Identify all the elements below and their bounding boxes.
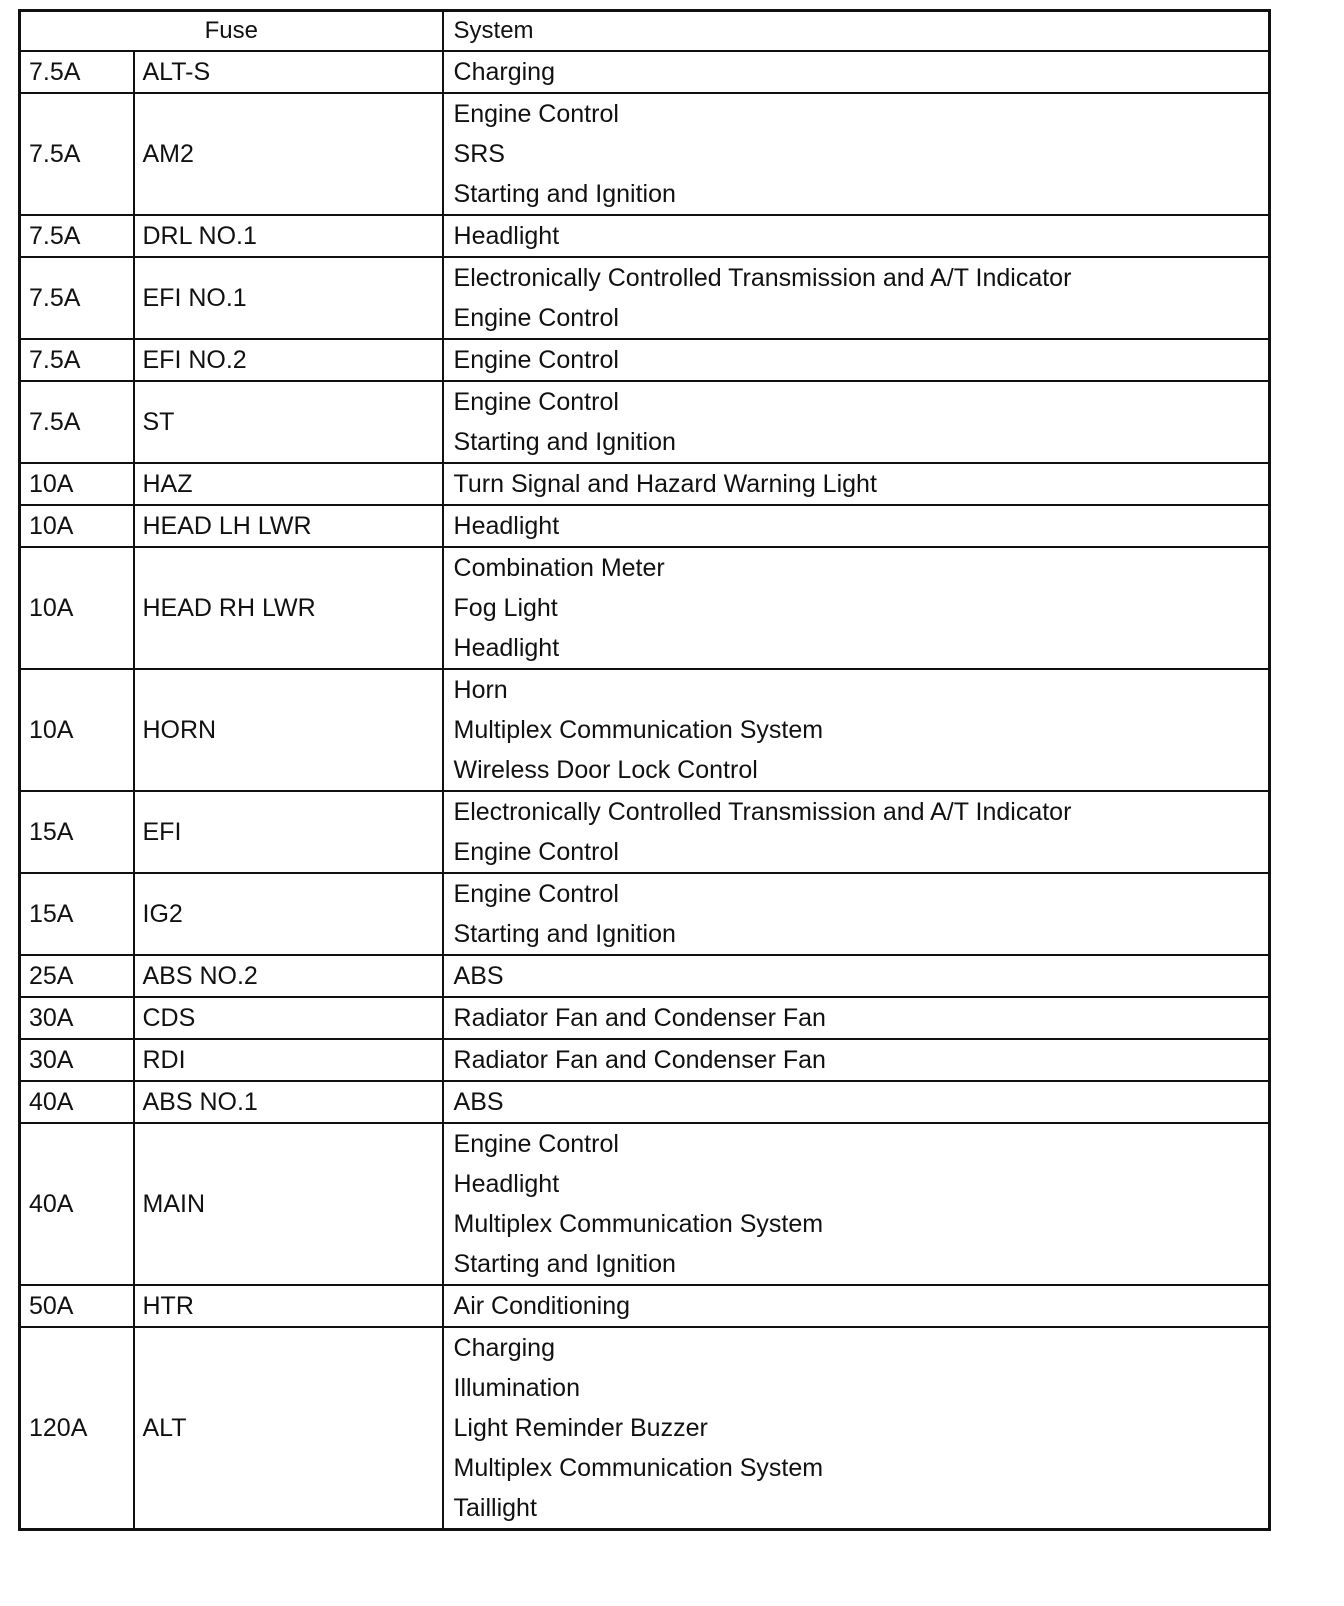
system-cell: [443, 1039, 1270, 1081]
system-cell: [443, 51, 1270, 93]
table-row: [20, 997, 1270, 1039]
table-row: [20, 1039, 1270, 1081]
fuse-rating-cell: 15A: [20, 873, 134, 955]
fuse-rating-cell: 15A: [20, 791, 134, 873]
system-column-header: System: [443, 11, 1270, 52]
fuse-rating-cell: 10A: [20, 669, 134, 791]
fuse-name-cell: HORN: [134, 669, 443, 791]
fuse-rating-cell: 40A: [20, 1123, 134, 1285]
table-row: [20, 1123, 1270, 1285]
system-entry: Headlight: [453, 634, 560, 662]
system-cell: [443, 997, 1270, 1039]
system-cell: [443, 505, 1270, 547]
fuse-name-cell: EFI: [134, 791, 443, 873]
system-entry: Starting and Ignition: [453, 1250, 676, 1278]
system-entry: Multiplex Communication System: [453, 1210, 824, 1238]
fuse-name-cell: HEAD LH LWR: [134, 505, 443, 547]
system-entry: Engine Control: [453, 304, 619, 332]
system-entry: SRS: [453, 140, 505, 168]
system-cell: [443, 873, 1270, 955]
fuse-rating-cell: 7.5A: [20, 339, 134, 381]
fuse-name-cell: MAIN: [134, 1123, 443, 1285]
table-row: [20, 955, 1270, 997]
fuse-system-table: [18, 9, 1271, 1531]
system-cell: [443, 791, 1270, 873]
system-entry: Electronically Controlled Transmission and A/T Indicator: [453, 798, 1072, 826]
fuse-rating-cell: 7.5A: [20, 215, 134, 257]
fuse-rating-cell: 7.5A: [20, 93, 134, 215]
system-cell: [443, 1327, 1270, 1530]
system-cell: [443, 381, 1270, 463]
system-cell: [443, 339, 1270, 381]
fuse-rating-cell: 10A: [20, 547, 134, 669]
table-row: [20, 1327, 1270, 1530]
system-entry: Engine Control: [453, 838, 619, 866]
table-row: [20, 1285, 1270, 1327]
fuse-name-cell: RDI: [134, 1039, 443, 1081]
fuse-column-header: Fuse: [20, 11, 443, 52]
fuse-name-cell: HTR: [134, 1285, 443, 1327]
system-entry: Charging: [453, 1334, 555, 1362]
system-entry: Headlight: [453, 512, 560, 540]
table-row: [20, 51, 1270, 93]
table-row: [20, 257, 1270, 339]
system-entry: Radiator Fan and Condenser Fan: [453, 1004, 826, 1032]
fuse-rating-cell: 30A: [20, 1039, 134, 1081]
fuse-name-cell: AM2: [134, 93, 443, 215]
fuse-rating-cell: 10A: [20, 463, 134, 505]
system-cell: [443, 463, 1270, 505]
system-entry: Engine Control: [453, 1130, 619, 1158]
system-entry: Illumination: [453, 1374, 580, 1402]
fuse-rows: [20, 51, 1270, 1530]
system-cell: [443, 1123, 1270, 1285]
system-entry: Electronically Controlled Transmission and A/T Indicator: [453, 264, 1072, 292]
system-entry: Engine Control: [453, 100, 619, 128]
table-row: [20, 463, 1270, 505]
system-entry: Engine Control: [453, 880, 619, 908]
system-entry: Starting and Ignition: [453, 180, 676, 208]
system-entry: Turn Signal and Hazard Warning Light: [453, 470, 877, 498]
fuse-name-cell: CDS: [134, 997, 443, 1039]
fuse-name-cell: DRL NO.1: [134, 215, 443, 257]
fuse-rating-cell: 7.5A: [20, 257, 134, 339]
fuse-rating-cell: 50A: [20, 1285, 134, 1327]
system-cell: [443, 1081, 1270, 1123]
system-cell: [443, 1285, 1270, 1327]
system-entry: Headlight: [453, 222, 560, 250]
system-cell: [443, 215, 1270, 257]
system-cell: [443, 955, 1270, 997]
fuse-rating-cell: 30A: [20, 997, 134, 1039]
table-row: [20, 791, 1270, 873]
system-entry: Light Reminder Buzzer: [453, 1414, 708, 1442]
system-entry: ABS: [453, 1088, 504, 1116]
fuse-name-cell: EFI NO.2: [134, 339, 443, 381]
system-entry: Radiator Fan and Condenser Fan: [453, 1046, 826, 1074]
fuse-name-cell: ABS NO.1: [134, 1081, 443, 1123]
fuse-name-cell: ALT: [134, 1327, 443, 1530]
fuse-rating-cell: 25A: [20, 955, 134, 997]
system-entry: Multiplex Communication System: [453, 1454, 824, 1482]
fuse-rating-cell: 10A: [20, 505, 134, 547]
fuse-name-cell: EFI NO.1: [134, 257, 443, 339]
table-row: [20, 505, 1270, 547]
system-entry: Taillight: [453, 1494, 537, 1522]
fuse-rating-cell: 7.5A: [20, 381, 134, 463]
fuse-name-cell: HEAD RH LWR: [134, 547, 443, 669]
system-entry: Engine Control: [453, 346, 619, 374]
header-row: [20, 11, 1270, 52]
fuse-name-cell: ABS NO.2: [134, 955, 443, 997]
system-entry: Multiplex Communication System: [453, 716, 824, 744]
system-cell: [443, 93, 1270, 215]
system-entry: Engine Control: [453, 388, 619, 416]
fuse-name-cell: IG2: [134, 873, 443, 955]
system-entry: Charging: [453, 58, 555, 86]
table-row: [20, 1081, 1270, 1123]
system-cell: [443, 669, 1270, 791]
system-entry: Combination Meter: [453, 554, 665, 582]
fuse-rating-cell: 120A: [20, 1327, 134, 1530]
table-row: [20, 381, 1270, 463]
system-entry: ABS: [453, 962, 504, 990]
system-cell: [443, 547, 1270, 669]
fuse-name-cell: HAZ: [134, 463, 443, 505]
fuse-rating-cell: 7.5A: [20, 51, 134, 93]
table-row: [20, 669, 1270, 791]
fuse-name-cell: ST: [134, 381, 443, 463]
table-row: [20, 873, 1270, 955]
system-entry: Fog Light: [453, 594, 558, 622]
table-row: [20, 93, 1270, 215]
system-cell: [443, 257, 1270, 339]
system-entry: Starting and Ignition: [453, 920, 676, 948]
table-row: [20, 339, 1270, 381]
system-entry: Headlight: [453, 1170, 560, 1198]
system-entry: Horn: [453, 676, 508, 704]
table-row: [20, 215, 1270, 257]
system-entry: Air Conditioning: [453, 1292, 631, 1320]
table-row: [20, 547, 1270, 669]
fuse-rating-cell: 40A: [20, 1081, 134, 1123]
fuse-name-cell: ALT-S: [134, 51, 443, 93]
system-entry: Wireless Door Lock Control: [453, 756, 758, 784]
system-entry: Starting and Ignition: [453, 428, 676, 456]
